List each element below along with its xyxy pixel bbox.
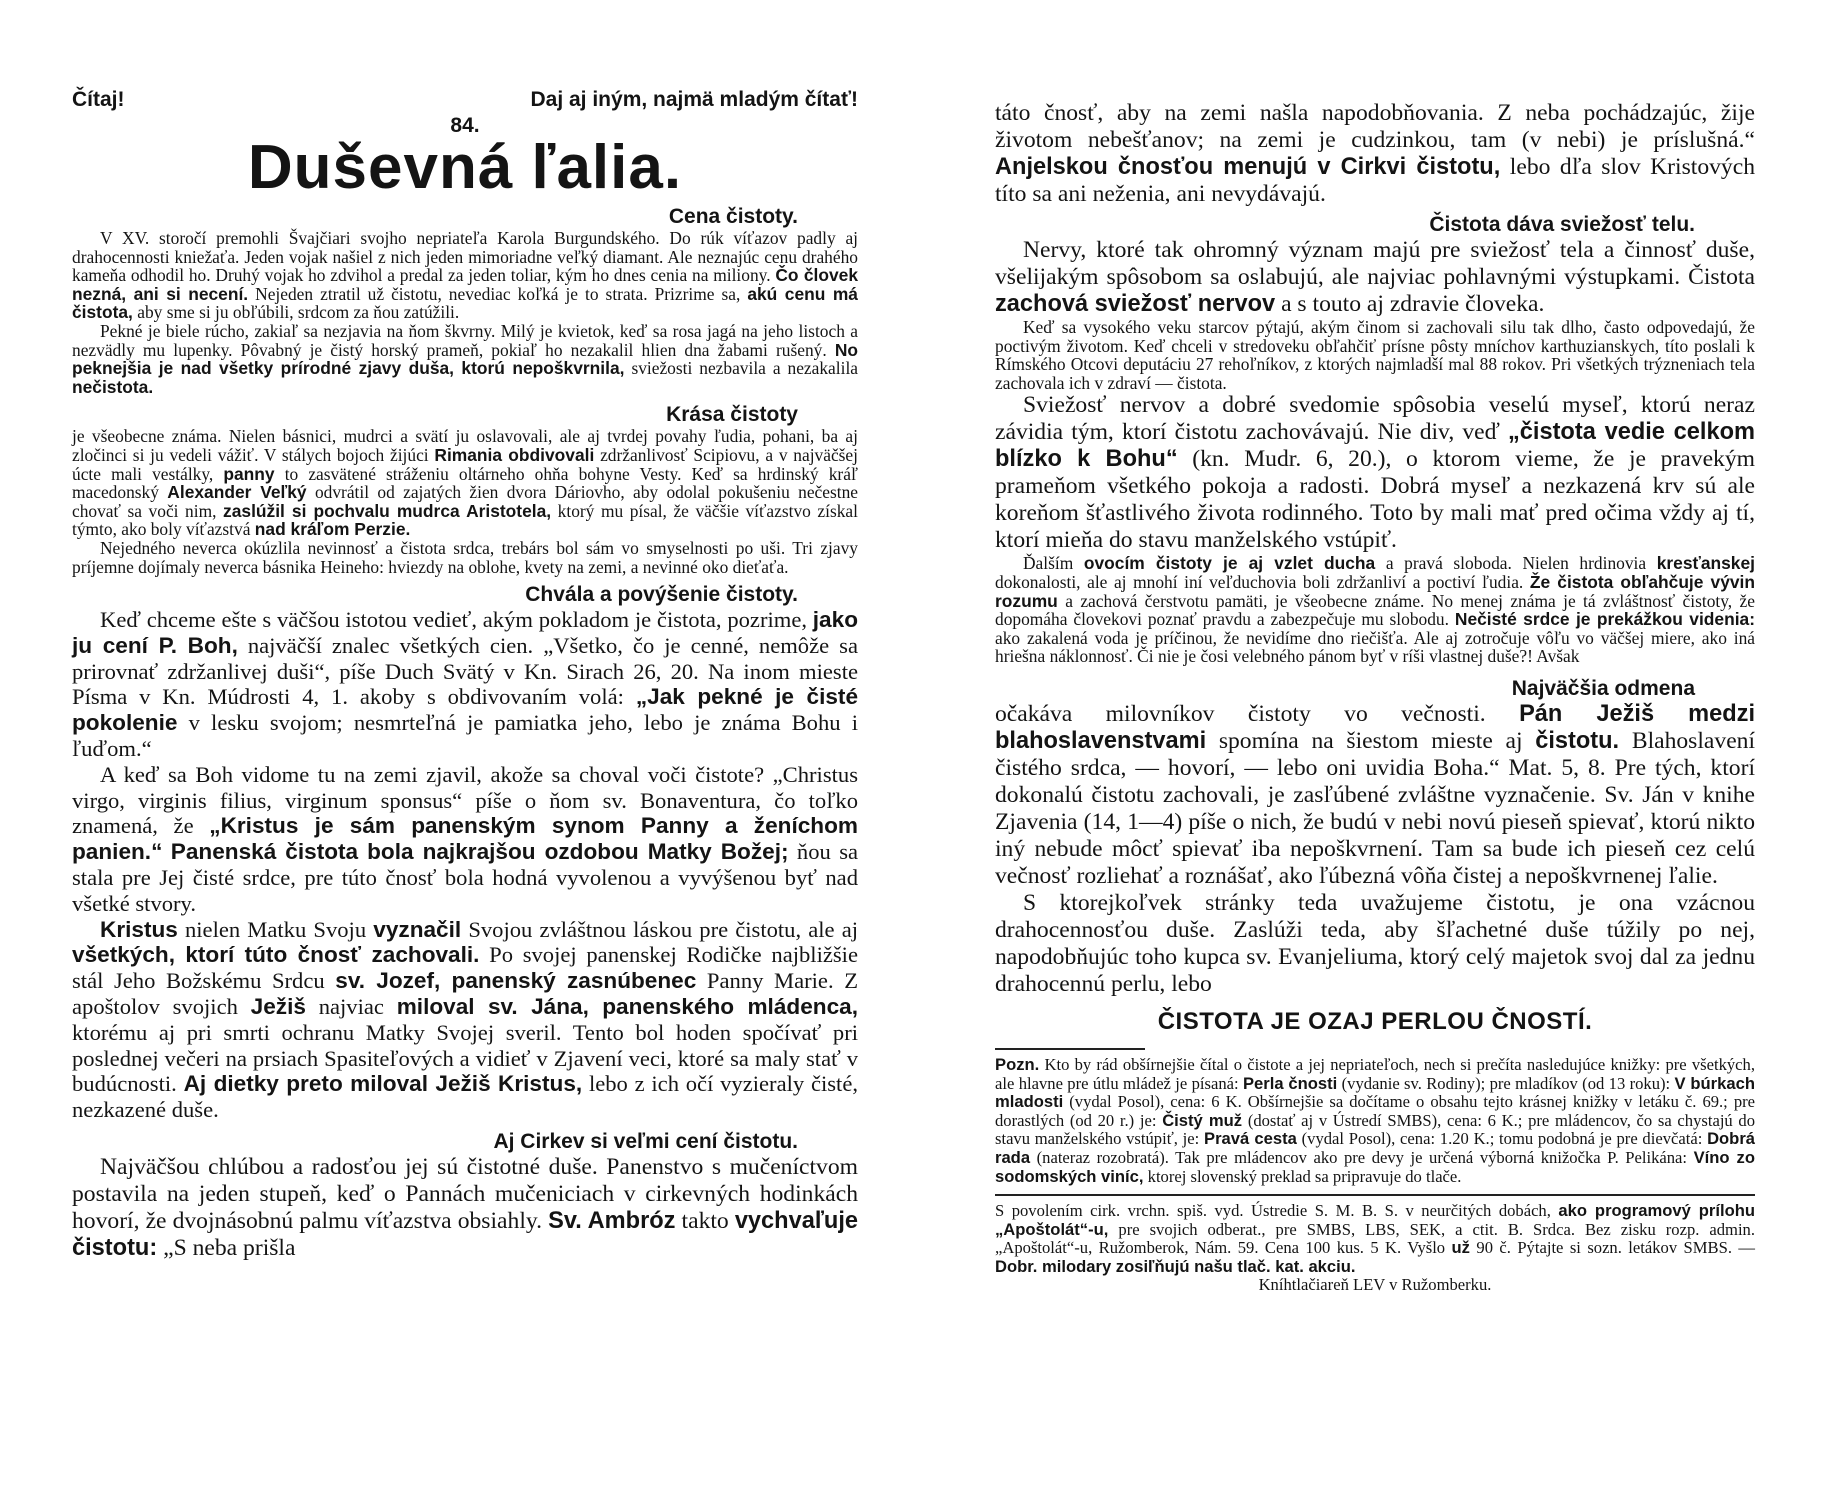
closing-banner: ČISTOTA JE OZAJ PERLOU ČNOSTÍ.	[1157, 1007, 1593, 1035]
heading-chvala: Chvála a povýšenie čistoty.	[525, 583, 798, 607]
paragraph: A keď sa Boh vidome tu na zemi zjavil, akože sa choval voči čistote? „Christus virgo, virginis filius, virginum sponsus“ píše o ňom sv. Bonaventura, čo toľko znamená, že „Kristus je sám panenským synom Panny a ženíchom panien.“ Panenská čistota bola najkrajšou ozdobou Matky Božej; ňou sa stala pre Jej čisté srdce, pre túto čnosť bola hodná vyvolenou a vyvýšenou byť nad všetké stvory.	[72, 761, 859, 916]
paragraph: táto čnosť, aby na zemi našla napodobňovania. Z neba pochádzajúc, žije životom nebešťanov; na zemi je cudzinkou, tam (v nebi) je príslušná.“ Anjelskou čnosťou menujú v Cirkvi čistotu, lebo dľa slov Kristových títo sa ani neženia, ani nevydávajú.	[995, 100, 1755, 207]
paragraph: Keď sa vysokého veku starcov pýtajú, akým činom si zachovali silu tak dlho, často odpovedajú, že poctivým životom. Keď chceli v stredoveku obľahčiť prísne pôsty mníchov karthuzianskych, títo poslali k Rímského Otcovi deputáciu 27 rehoľníkov, z ktorých najmladší mal 88 rokov. Pri všetkých trýzneniach tela zachovala ich v zdraví — čistota.	[995, 317, 1755, 393]
top-bar	[72, 88, 858, 112]
paragraph: Nejedného neverca okúzlila nevinnosť a čistota srdca, trebárs bol sám vo smyselnosti po uši. Tri zjavy príjemne dojímaly neverca básnika Heineho: hviezdy na oblohe, kvety na zemi, a nevinné oko dieťaťa.	[72, 537, 858, 577]
paragraph: Keď chceme ešte s väčšou istotou vedieť, akým pokladom je čistota, pozrime, jako ju cení P. Boh, najväčší znalec všetkých cien. „Všetko, čo je cenné, nemôže sa prirovnať zdržanlivej duši“, píše Duch Svätý v Kn. Sirach 26, 20. Na inom mieste Písma v Kn. Múdrosti 4, 1. akoby s obdivovaním volá: „Jak pekné je čisté pokolenie v lesku svojom; nesmrteľná je pamiatka jeho, lebo je známa Bohu i ľuďom.“	[72, 607, 859, 762]
imprint: S povolením cirk. vrchn. spiš. vyd. Ústredie S. M. B. S. v neurčitých dobách, ako programový prílohu „Apoštolát“-u, pre svojich odberat., pre SMBS, LBS, SEK, a ctit. B. Srdca. Bez zisku rozp. admin. „Apoštolát“-u, Ružomberok, Nám. 59. Cena 100 kus. 5 K. Vyšlo už 90 č. Pýtajte si sozn. letákov SMBS. — Dobr. milodary zosiľňujú našu tlač. kat. akciu.	[995, 1201, 1756, 1276]
imprint-divider	[995, 1194, 1755, 1196]
share-label: Daj aj iným, najmä mladým čítať!	[530, 88, 858, 111]
left-page	[72, 0, 858, 1500]
paragraph: Najväčšou chlúbou a radosťou jej sú čistotné duše. Panenstvo s mučeníctvom postavila na jeden stupeň, keď o Pannách mučeniciach v cirkevných hodinkách hovorí, že dvojnásobnú palmu víťazstva obsiahly. Sv. Ambróz takto vychvaľuje čistotu: „S neba prišla	[72, 1154, 859, 1262]
heading-cena: Cena čistoty.	[668, 205, 798, 228]
paragraph: Sviežosť nervov a dobré svedomie spôsobia veselú myseľ, ktorú neraz závidia tým, ktorí čistotu zachovávajú. Nie div, veď „čistota vedie celkom blízko k Bohu“ (kn. Mudr. 6, 20.), o ktorom vieme, že je pravekým prameňom všetkého pokoja a radosti. Dobrá myseľ a nezkazená krv sú ale koreňom šťastlivého života rodinného. Toto by mali mať pred očima vždy aj tí, ktorí mieňa do stavu manželského vstúpiť.	[995, 392, 1755, 554]
paragraph: Nervy, ktoré tak ohromný význam majú pre sviežosť tela a činnosť duše, všelijakým spôsobom sa oslabujú, ale najviac pohlavnými výstupkami. Čistota zachová sviežosť nervov a s touto aj zdravie človeka.	[995, 237, 1755, 317]
paragraph: Pekné je biele rúcho, zakiaľ sa nezjavia na ňom škvrny. Milý je kvietok, keď sa rosa jagá na jeho listoch a nezvädly mu lupenky. Pôvabný je čistý horský prameň, pokiaľ ho nezakalil hlien dna žabami rušený. No peknejšia je nad všetky prírodné zjavy duša, ktorú nepoškvrnila, sviežosti nezbavila a nezakalila nečistota.	[72, 320, 858, 397]
heading-odmena: Najväčšia odmena	[1511, 676, 1695, 700]
heading-krasa: Krása čistoty	[666, 403, 798, 427]
paragraph: V XV. storočí premohli Švajčiari svojho nepriateľa Karola Burgundského. Do rúk víťazov padly aj drahocennosti kniežaťa. Jeden vojak našiel z nich jeden mimoriadne veľký diamant. Ale neznajúc cenu drahého kameňa odhodil ho. Druhý vojak ho zdvihol a predal za jeden toliar, kým ho dnes cenia na miliony. Čo človek nezná, ani si necení. Nejeden ztratil už čistotu, nevediac koľká je to strata. Prizrime sa, akú cenu má čistota, aby sme si ju obľúbili, srdcom za ňou zatúžili.	[72, 228, 858, 323]
footnote: Pozn. Kto by rád obšírnejšie čítal o čistote a jej nepriateľoch, nech si prečíta nasledujúce knižky: pre všetkých, ale hlavne pre útlu mládež je písaná: Perla čnosti (vydanie sv. Rodiny); pre mladíkov (od 13 roku): V búrkach mladosti (vydal Posol), cena: 6 K. Obšírnejšie sa dočítame o obsahu tejto krásnej knižky v letáku č. 69.; pre dorastlých (od 20 r.) je: Čistý muž (dostať aj v Ústredí SMBS), cena: 6 K.; pre mládencov, čo sa chystajú do stavu manželského vstúpiť, je: Pravá cesta (vydal Posol), cena: 1.20 K.; tomu podobná je pre dievčatá: Dobrá rada (nateraz rozobratá). Tak pre mládencov ako pre devy je určená výborná knižočka P. Pelikána: Víno zo sodomských viníc, ktorej slovenský preklad sa pripravuje do tlače.	[995, 1054, 1756, 1186]
heading-cirkev: Aj Cirkev si veľmi cení čistotu.	[493, 1130, 798, 1154]
paragraph: S ktorejkoľvek stránky teda uvažujeme čistotu, je ona vzácnou drahocennosťou duše. Zaslúži teda, aby šľachetné duše túžily po nej, napodobňujúc toho kupca sv. Evanjeliuma, ktorý celý majetok svoj dal za jednu drahocennú perlu, lebo	[995, 889, 1755, 997]
right-page	[995, 0, 1755, 1500]
issue-number: 84.	[450, 114, 480, 137]
paragraph: je všeobecne známa. Nielen básnici, mudrci a svätí ju oslavovali, ale aj tvrdej povahy ľudia, pohani, ba aj zločinci si ju vedeli vážiť. V stálych bojoch žijúci Rimania obdivovali zdržanlivosť Scipiovu, a v najväčšej úcte mali vestálky, panny to zasvätené stráženiu oltárneho ohňa bohyne Vesty. Keď sa hrdinský kráľ macedonský Alexander Veľký odvrátil od zajatých žien dvora Dáriovho, aby odolal pokušeniu nečestne chovať sa voči nim, zaslúžil si pochvalu mudrca Aristotela, ktorý mu písal, že väčšie víťazstvo získal týmto, ako boly víťazstvá nad kráľom Perzie.	[72, 426, 858, 540]
paragraph: Kristus nielen Matku Svoju vyznačil Svojou zvláštnou láskou pre čistotu, ale aj všetkých, ktorí túto čnosť zachovali. Po svojej panenskej Rodičke najbližšie stál Jeho Božskému Srdcu sv. Jozef, panenský zasnúbenec Panny Marie. Z apoštolov svojich Ježiš najviac miloval sv. Jána, panenského mládenca, ktorému aj pri smrti ochranu Matky Svojej sveril. Tento bol hoden spočívať pri poslednej večeri na prsiach Spasiteľových a vidieť v Zjavení veci, ktoré sa maly stať v budúcnosti. Aj dietky preto miloval Ježiš Kristus, lebo z ich očí vyzieraly čisté, nezkazené duše.	[72, 916, 858, 1123]
paragraph: Ďalším ovocím čistoty je aj vzlet ducha a pravá sloboda. Nielen hrdinovia kresťanskej dokonalosti, ale aj mnohí iní veľduchovia boli zdržanliví a poctiví ľudia. Že čistota obľahčuje vývin rozumu a zachová čerstvotu pamäti, je všeobecne známe. No menej známa je tá zvláštnosť čistoty, že dopomáha človekovi poznať pravdu a zabezpečuje mu slobodu. Nečisté srdce je prekážkou videnia: ako zakalená voda je príčinou, že nevidíme dno riečišťa. Ale aj zotročuje vôľu vo väčšej miere, ako iná hriešna náklonnosť. Či nie je čosi velebného pánom byť v ríši vlastnej duše?! Avšak	[995, 553, 1755, 667]
page-title: Duševná ľalia.	[247, 133, 683, 202]
paragraph: očakáva milovníkov čistoty vo večnosti. Pán Ježiš medzi blahoslavenstvami spomína na šiestom mieste aj čistotu. Blahoslavení čistého srdca, — hovorí, — lebo oni uvidia Boha.“ Mat. 5, 8. Pre tých, ktorí dokonalú čistotu zachovali, je zasľúbené zvláštne vyznačenie. Sv. Ján v knihe Zjavenia (14, 1—4) píše o nich, že budú v nebi novú pieseň spievať, ktorú nikto iný nebude môcť spievať iba nepoškvrnení. Tam sa bude ich pieseň cez celú večnosť rozliehať a roznášať, ako ľúbezná vôňa čistej a nepoškvrnenej ľalie.	[995, 700, 1756, 889]
footnote-divider	[995, 1048, 1145, 1050]
printer-name: Kníhtlačiareň LEV v Ružomberku.	[1258, 1275, 1492, 1295]
heading-sviezost: Čistota dáva sviežosť telu.	[1429, 213, 1695, 236]
read-label: Čítaj!	[72, 88, 125, 111]
